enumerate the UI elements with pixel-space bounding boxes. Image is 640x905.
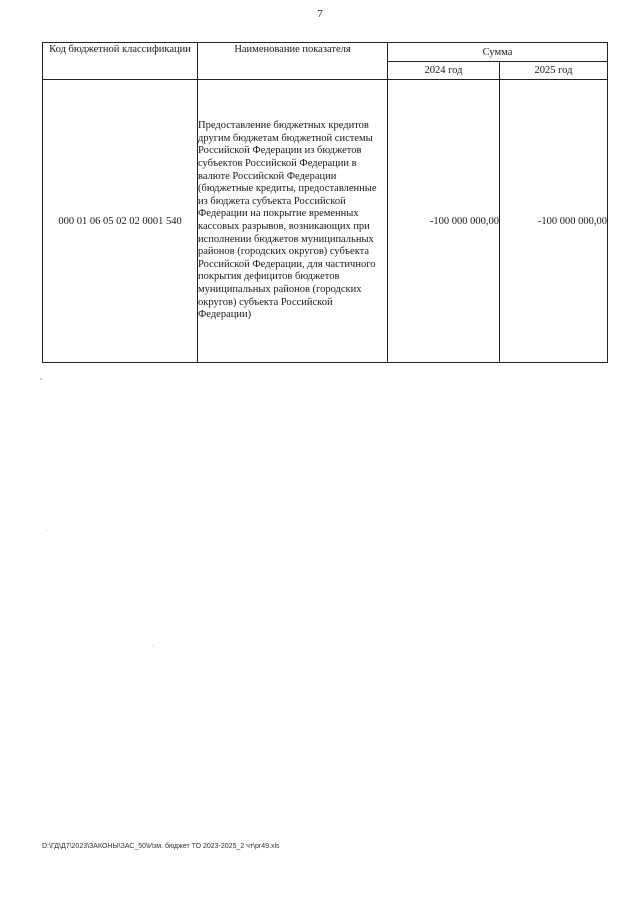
scan-speck — [46, 530, 47, 531]
header-year-2025: 2025 год — [500, 62, 608, 80]
amount-2025-cell: -100 000 000,00 — [500, 80, 608, 363]
scan-speck — [152, 645, 153, 646]
page-number: 7 — [317, 8, 323, 20]
table-row — [43, 80, 608, 363]
header-row — [43, 43, 608, 62]
scan-speck — [40, 378, 42, 380]
header-sum: Сумма — [388, 43, 608, 62]
amount-2024-cell: -100 000 000,00 — [388, 80, 500, 363]
file-path-footer: D:\ГД\Д7\2023\ЗАКОНЫ\ЗАС_50\Изм. бюджет ТО 2023-2025_2 чт\pr49.xls — [42, 843, 280, 850]
budget-table — [42, 42, 608, 363]
budget-code-cell: 000 01 06 05 02 02 0001 540 — [43, 80, 198, 363]
header-code: Код бюджетной классификации — [43, 43, 198, 80]
header-year-2024: 2024 год — [388, 62, 500, 80]
header-name: Наименование показателя — [198, 43, 388, 80]
indicator-name-cell: Предоставление бюджетных кредитов другим бюджетам бюджетной системы Российской Федерации из бюджетов субъектов Российской Федерации в валюте Российской Федерации (бюджетные кредиты, предоставленные из бюджета субъекта Российской Федерации на покрытие временных кассовых разрывов, возникающих при исполнении бюджетов муниципальных районов (городских округов) субъекта Российской Федерации, для частичного покрытия дефицитов бюджетов муниципальных районов (городских округов) субъекта Российской Федерации) — [198, 80, 388, 363]
